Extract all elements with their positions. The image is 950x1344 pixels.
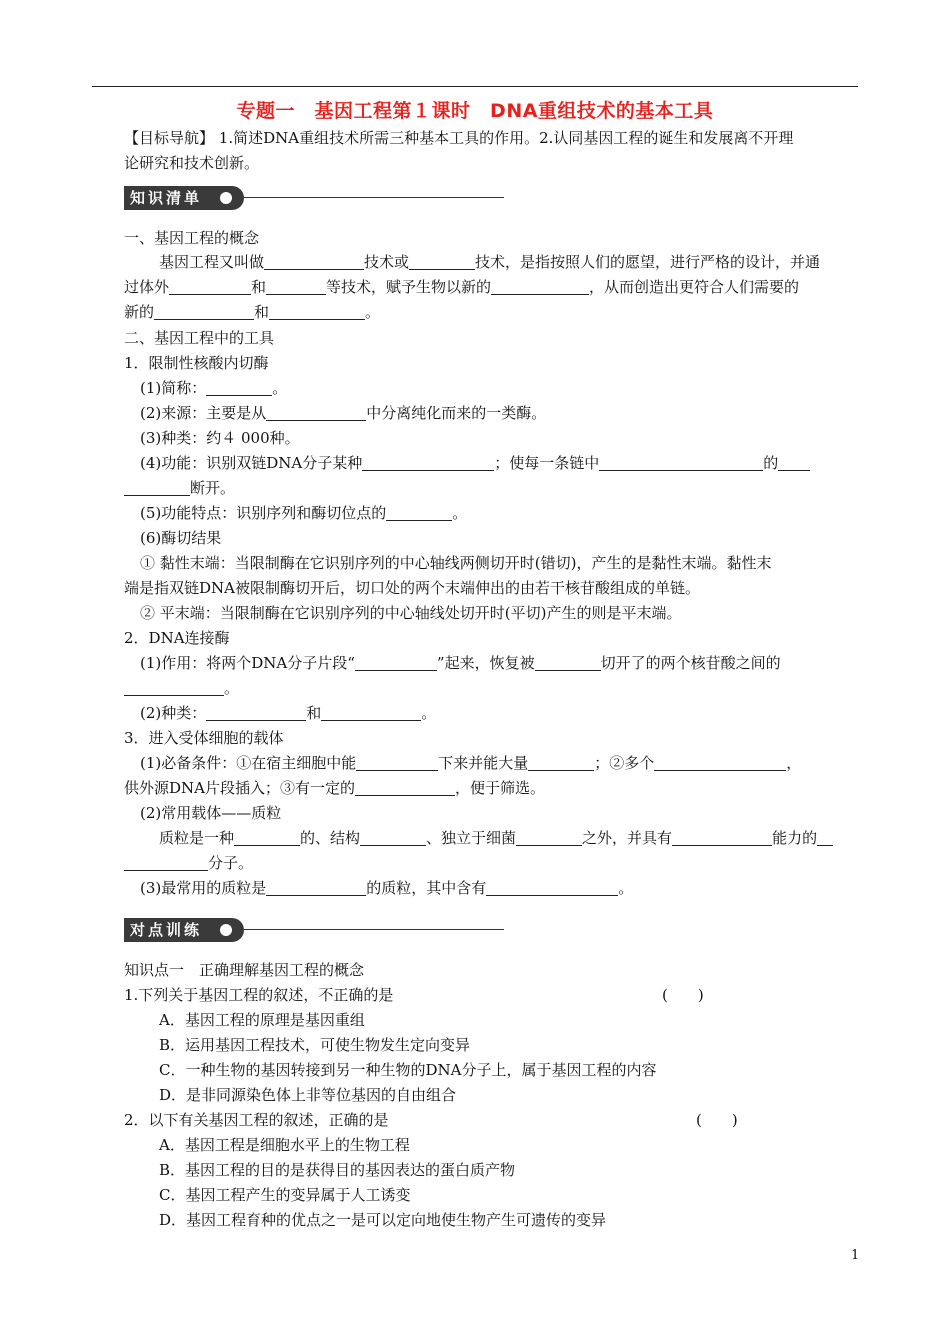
text: (1)必备条件：①在宿主细胞中能 xyxy=(140,754,357,772)
text: (5)功能特点：识别序列和酶切位点的 xyxy=(140,504,387,522)
page-title: 专题一 基因工程第１课时 DNA重组技术的基本工具 xyxy=(236,100,714,122)
fill-blank[interactable] xyxy=(264,253,364,270)
banner-label: 对点训练 xyxy=(130,921,203,939)
text: ， xyxy=(786,754,802,772)
text: 的 xyxy=(763,454,779,472)
text: 切开了的两个核苷酸之间的 xyxy=(600,654,781,672)
text: 的、结构 xyxy=(300,829,361,847)
fill-blank[interactable] xyxy=(491,278,589,295)
tool-1-function-b xyxy=(124,476,235,501)
q2-option-c[interactable]: C．基因工程产生的变异属于人工诱变 xyxy=(159,1186,411,1204)
fill-blank[interactable] xyxy=(356,754,438,771)
question-2-answer-bracket[interactable]: ( ) xyxy=(696,1111,738,1129)
text: 。 xyxy=(365,303,381,321)
text: 和 xyxy=(251,278,267,296)
text: (2)来源：主要是从 xyxy=(140,404,267,422)
fill-blank[interactable] xyxy=(672,829,772,846)
tool-2-function-a xyxy=(140,651,781,676)
section-2-title: 二、基因工程中的工具 xyxy=(124,329,275,347)
text: 和 xyxy=(254,303,270,321)
fill-blank[interactable] xyxy=(360,829,426,846)
goal-line-2: 论研究和技术创新。 xyxy=(124,154,260,172)
text: 分子。 xyxy=(208,854,254,872)
fill-blank[interactable] xyxy=(486,879,618,896)
tool-2-types xyxy=(140,701,436,726)
goal-line-1 xyxy=(124,126,793,151)
text: 和 xyxy=(306,704,322,722)
text: (1)作用：将两个DNA分子片段“ xyxy=(140,654,355,672)
section-1-title: 一、基因工程的概念 xyxy=(124,229,260,247)
tool-3-carrier: (2)常用载体——质粒 xyxy=(140,804,282,822)
blunt-end: ② 平末端：当限制酶在它识别序列的中心轴线处切开时(平切)产生的则是平末端。 xyxy=(140,604,682,622)
fill-blank[interactable] xyxy=(778,454,810,471)
text: (1)简称： xyxy=(140,379,207,397)
banner-rule xyxy=(244,197,504,198)
fill-blank[interactable] xyxy=(124,854,208,871)
plasmid-line-b xyxy=(124,851,253,876)
text: (3)最常用的质粒是 xyxy=(140,879,267,897)
fill-blank[interactable] xyxy=(599,454,763,471)
fill-blank[interactable] xyxy=(169,278,251,295)
text: 。 xyxy=(421,704,437,722)
tool-1-types: (3)种类：约４ 000种。 xyxy=(140,429,300,447)
fill-blank[interactable] xyxy=(516,829,582,846)
text: 。 xyxy=(224,679,240,697)
plasmid-line-a xyxy=(159,826,833,851)
q1-option-a[interactable]: A．基因工程的原理是基因重组 xyxy=(159,1011,365,1029)
question-1-stem: 1.下列关于基因工程的叙述，不正确的是 xyxy=(124,986,394,1004)
fill-blank[interactable] xyxy=(817,829,833,846)
text: 中分离纯化而来的一类酶。 xyxy=(366,404,547,422)
fill-blank[interactable] xyxy=(355,654,437,671)
text: ；使每一条链中 xyxy=(494,454,600,472)
bullet-dot-icon xyxy=(220,924,232,936)
text: 质粒是一种 xyxy=(159,829,235,847)
fill-blank[interactable] xyxy=(654,754,786,771)
tool-3-conditions-b xyxy=(124,776,545,801)
sticky-end-2: 端是指双链DNA被限制酶切开后，切口处的两个末端伸出的由若干核苷酸组成的单链。 xyxy=(124,579,700,597)
sticky-end-1: ① 黏性末端：当限制酶在它识别序列的中心轴线两侧切开时(错切)，产生的是黏性末端。黏性末 xyxy=(140,554,772,572)
fill-blank[interactable] xyxy=(535,654,601,671)
tool-1-source xyxy=(140,401,546,426)
question-2-stem: 2．以下有关基因工程的叙述，正确的是 xyxy=(124,1111,389,1129)
text: 技术，是指按照人们的愿望，进行严格的设计，并通 xyxy=(475,253,821,271)
tool-3-common-plasmid xyxy=(140,876,633,901)
fill-blank[interactable] xyxy=(206,379,272,396)
page-number: 1 xyxy=(851,1248,860,1263)
fill-blank[interactable] xyxy=(528,754,594,771)
fill-blank[interactable] xyxy=(355,779,455,796)
fill-blank[interactable] xyxy=(266,404,366,421)
fill-blank[interactable] xyxy=(234,829,300,846)
fill-blank[interactable] xyxy=(206,704,306,721)
q1-option-b[interactable]: B．运用基因工程技术，可使生物发生定向变异 xyxy=(159,1036,471,1054)
tool-1-abbr xyxy=(140,376,287,401)
text: 等技术，赋予生物以新的 xyxy=(326,278,492,296)
fill-blank[interactable] xyxy=(124,679,224,696)
fill-blank[interactable] xyxy=(266,278,326,295)
fill-blank[interactable] xyxy=(124,479,190,496)
fill-blank[interactable] xyxy=(321,704,421,721)
text: ”起来，恢复被 xyxy=(436,654,535,672)
fill-blank[interactable] xyxy=(154,303,254,320)
text: ，从而创造出更符合人们需要的 xyxy=(589,278,800,296)
banner-label: 知识清单 xyxy=(130,189,203,207)
fill-blank[interactable] xyxy=(386,504,452,521)
banner-practice xyxy=(124,918,504,944)
tool-1-feature xyxy=(140,501,467,526)
text: 。 xyxy=(452,504,468,522)
fill-blank[interactable] xyxy=(409,253,475,270)
tool-3-conditions-a xyxy=(140,751,801,776)
text: 断开。 xyxy=(190,479,236,497)
text: 、独立于细菌 xyxy=(426,829,517,847)
tool-1-result: (6)酶切结果 xyxy=(140,529,222,547)
q2-option-a[interactable]: A．基因工程是细胞水平上的生物工程 xyxy=(159,1136,410,1154)
fill-blank[interactable] xyxy=(269,303,365,320)
text: (4)功能：识别双链DNA分子某种 xyxy=(140,454,363,472)
goal-label: 【目标导航】 xyxy=(124,129,215,147)
knowledge-point-1: 知识点一 正确理解基因工程的概念 xyxy=(124,961,365,979)
fill-blank[interactable] xyxy=(362,454,494,471)
tool-2-function-b xyxy=(124,676,239,701)
text: ，便于筛选。 xyxy=(455,779,546,797)
tool-1-title: 1．限制性核酸内切酶 xyxy=(124,354,269,372)
fill-blank[interactable] xyxy=(266,879,366,896)
text: 技术或 xyxy=(364,253,410,271)
concept-line-3 xyxy=(124,300,380,325)
tool-1-function-a xyxy=(140,451,810,476)
concept-line-1 xyxy=(159,250,820,275)
text: 基因工程又叫做 xyxy=(159,253,265,271)
text: 新的 xyxy=(124,303,155,321)
bullet-dot-icon xyxy=(220,192,232,204)
question-1-answer-bracket[interactable]: ( ) xyxy=(662,986,704,1004)
text: 下来并能大量 xyxy=(438,754,529,772)
text: ；②多个 xyxy=(594,754,655,772)
text: 的质粒，其中含有 xyxy=(366,879,487,897)
banner-rule xyxy=(244,929,504,930)
text: 。 xyxy=(618,879,634,897)
tool-3-title: 3．进入受体细胞的载体 xyxy=(124,729,284,747)
q1-option-c[interactable]: C．一种生物的基因转接到另一种生物的DNA分子上，属于基因工程的内容 xyxy=(159,1061,657,1079)
q2-option-b[interactable]: B．基因工程的目的是获得目的基因表达的蛋白质产物 xyxy=(159,1161,516,1179)
concept-line-2 xyxy=(124,275,799,300)
text: 能力的 xyxy=(772,829,818,847)
text: 。 xyxy=(272,379,288,397)
banner-knowledge xyxy=(124,186,504,212)
text: (2)种类： xyxy=(140,704,207,722)
text: 过体外 xyxy=(124,278,170,296)
q2-option-d[interactable]: D．基因工程育种的优点之一是可以定向地使生物产生可遗传的变异 xyxy=(159,1211,607,1229)
text: 供外源DNA片段插入；③有一定的 xyxy=(124,779,355,797)
goal-text-1: 1.简述DNA重组技术所需三种基本工具的作用。2.认同基因工程的诞生和发展离不开理 xyxy=(214,129,794,147)
tool-2-title: 2．DNA连接酶 xyxy=(124,629,230,647)
q1-option-d[interactable]: D．是非同源染色体上非等位基因的自由组合 xyxy=(159,1086,457,1104)
header-rule xyxy=(92,86,858,87)
text: 之外，并具有 xyxy=(582,829,673,847)
